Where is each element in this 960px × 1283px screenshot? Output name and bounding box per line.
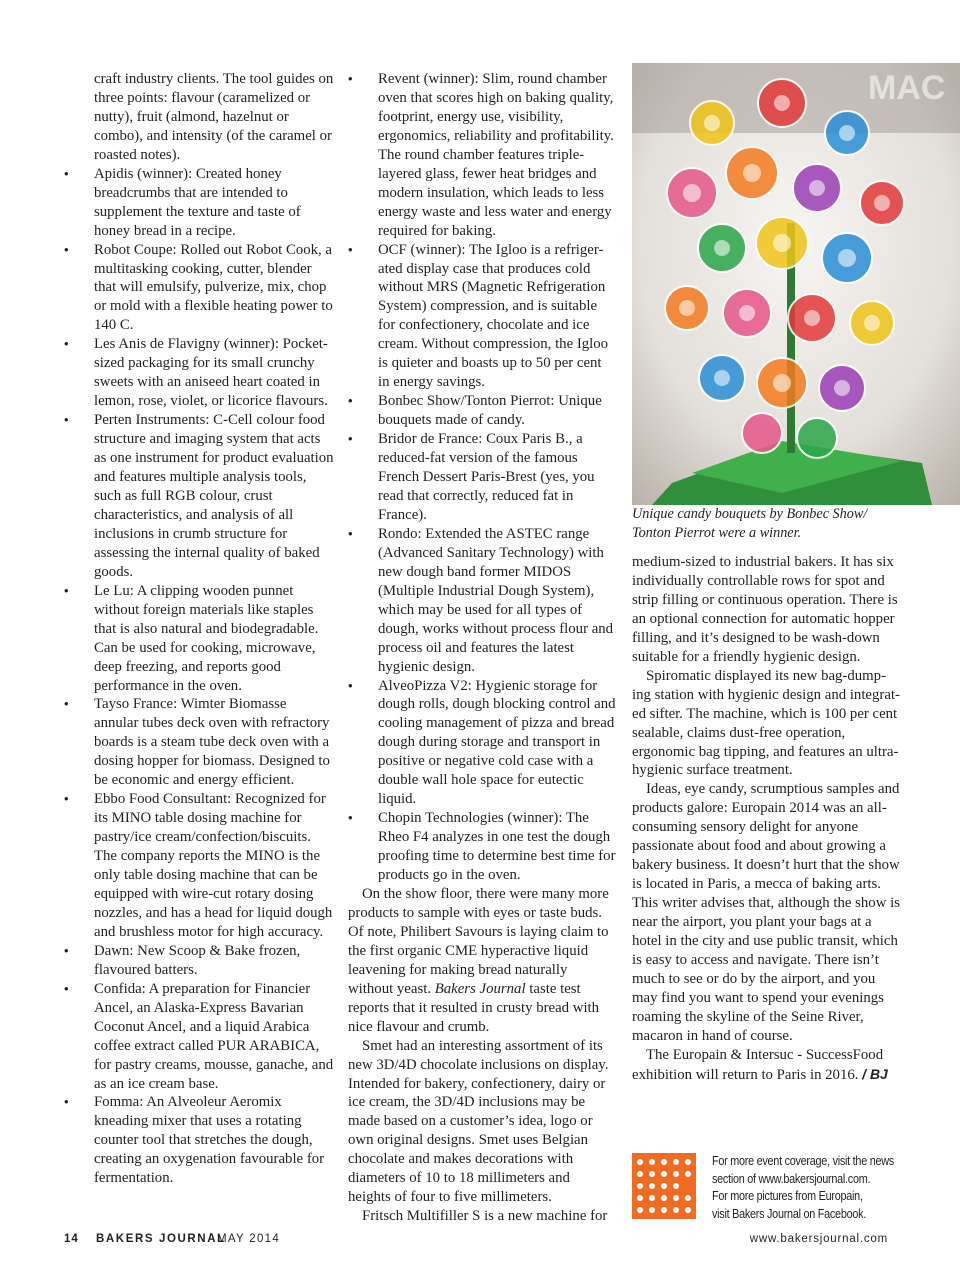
promo-line: visit Bakers Journal on Facebook.	[712, 1206, 867, 1221]
list-item: • Apidis (winner): Created honey breadcrumbs that are intended to supplement the texture and taste of honey bread in a recipe.	[64, 165, 334, 241]
promo-text	[712, 1153, 927, 1223]
list-item: • Le Lu: A clipping wooden punnet without foreign materials like staples that is also natural and biodegradable. Can be used for cooking, microwave, deep freezing, and reports good performance in the oven.	[64, 582, 334, 696]
exhibitor-list	[64, 165, 334, 1188]
paragraph	[632, 1046, 900, 1085]
list-item: • Rondo: Extended the ASTEC range (Advanced Sanitary Technology) with new dough band former MIDOS (Multiple Industrial Dough System), which may be used for all types of dough, works without process flour and process oil and features the latest hygienic design.	[348, 525, 616, 677]
publication-name: Bakers Journal	[434, 980, 526, 997]
website-link[interactable]: www.bakersjournal.com	[749, 1233, 888, 1245]
paragraph-text: On the show floor, there were many more products to sample with eyes or taste buds. Of note, Philibert Savours is laying claim to the first organic CME hyperactive liquid leavening for making bread naturally without yeast.	[348, 885, 609, 997]
article-column-3	[632, 69, 946, 1085]
paragraph: Ideas, eye candy, scrumptious samples and products galore: Europain 2014 was an all-consuming sensory delight for anyone passionate about food and about growing a bakery business. It doesn’t hurt that the show is located in Paris, a mecca of baking arts. This writer advises that, although the show is near the airport, you plant your bags at a hotel in the city and use public transit, which is easy to access and navigate. There isn’t much to see or do by the airport, and you may find you want to spend your evenings roaming the skyline of the Seine River, macaron in hand of course.	[632, 781, 900, 1044]
journal-name: BAKERS JOURNAL	[96, 1233, 226, 1245]
list-item: • Bonbec Show/Tonton Pierrot: Unique bouquets made of candy.	[348, 392, 616, 430]
photo-illustration	[632, 63, 960, 505]
list-item: • Les Anis de Flavigny (winner): Pocket-sized packaging for its small crunchy sweets with an aniseed heart coated in lemon, rose, violet, or licorice flavours.	[64, 335, 334, 411]
photo-caption: Unique candy bouquets by Bonbec Show/ Tonton Pierrot were a winner.	[632, 506, 868, 541]
paragraph: Spiromatic displayed its new bag-dump-ing station with hygienic design and integrat-ed sifter. The machine, which is 100 per cent sealable, claims dust-free operation, ergonomic bag tipping, and features an ultra-hygienic surface treatment.	[632, 667, 900, 779]
paragraph	[348, 885, 616, 1037]
list-item: • Bridor de France: Coux Paris B., a reduced-fat version of the famous French Dessert Paris-Brest (yes, you read that correctly, reduced fat in France).	[348, 430, 616, 525]
promo-line: For more event coverage, visit the news	[712, 1154, 894, 1168]
list-item: • Ebbo Food Consultant: Recognized for its MINO table dosing machine for pastry/ice cream/confection/biscuits. The company reports the MINO is the only table dosing machine that can be equipped with wire-cut rotary dosing nozzles, and has a head for liquid dough and brushless motor for high accuracy.	[64, 790, 334, 942]
booth-sign: MAC	[868, 69, 946, 107]
paragraph-text: taste test reports that it resulted in crusty bread with nice flavour and crumb.	[348, 980, 600, 1035]
list-item: • Robot Coupe: Rolled out Robot Cook, a multitasking cooking, cutter, blender that will emulsify, pulverize, mix, chop or mold with a flexible heating power to 140 C.	[64, 241, 334, 336]
signature: / BJ	[862, 1065, 888, 1082]
paragraph: Smet had an interesting assortment of its new 3D/4D chocolate inclusions on display. Intended for bakery, confectionery, dairy or ice cream, the 3D/4D inclusions may be made based on a customer’s idea, logo or own original designs. Smet uses Belgian chocolate and makes decorations with diameters of 10 to 18 millimeters and heights of four to five millimeters.	[348, 1037, 609, 1206]
list-item: • AlveoPizza V2: Hygienic storage for dough rolls, dough blocking control and cooling management of pizza and bread dough during storage and transport in positive or negative cold case with a double wall hole space for eutectic liquid.	[348, 677, 616, 810]
list-item: • Confida: A preparation for Financier Ancel, an Alaska-Express Bavarian Coconut Ancel, and a liquid Arabica coffee extract called PUR ARABICA, for pastry creams, mousse, ganache, and as an ice cream base.	[64, 980, 334, 1094]
paragraph: craft industry clients. The tool guides on three points: flavour (caramelized or nutty), fruit (almond, hazelnut or combo), and intensity (of the caramel or roasted notes).	[94, 71, 334, 163]
page-number: 14	[64, 1233, 79, 1245]
list-item: • Fomma: An Alveoleur Aeromix kneading mixer that uses a rotating counter tool that stretches the dough, creating an oxygenation favourable for fermentation.	[64, 1093, 334, 1188]
list-item: • Revent (winner): Slim, round chamber oven that scores high on baking quality, footprint, energy use, visibility, ergonomics, reliability and profitability. The round chamber features triple-layered glass, fewer heat bridges and modern insulation, which leads to less energy waste and less water and energy required for baking.	[348, 70, 616, 241]
promo-line: section of www.bakersjournal.com.	[712, 1171, 871, 1186]
paragraph-text: The Europain & Intersuc - SuccessFood exhibition will return to Paris in 2016.	[632, 1046, 884, 1083]
list-item: • Chopin Technologies (winner): The Rheo F4 analyzes in one test the dough proofing time to determine best time for products go in the oven.	[348, 809, 616, 885]
exhibitor-list	[348, 70, 616, 885]
list-item: • Perten Instruments: C-Cell colour food structure and imaging system that acts as one instrument for product evaluation and features multiple analysis tools, such as full RGB colour, crust characteristics, and analysis of all inclusions in crumb structure for assessing the internal quality of baked goods.	[64, 411, 334, 582]
dot-grid-icon	[632, 1153, 696, 1219]
issue-date: / MAY 2014	[208, 1233, 281, 1245]
list-item: • Tayso France: Wimter Biomasse annular tubes deck oven with refractory boards is a steam tube deck oven with a dosing hopper for biomass. Designed to be economic and energy efficient.	[64, 695, 334, 790]
article-column-1	[64, 70, 334, 1188]
paragraph: medium-sized to industrial bakers. It has six individually controllable rows for spot and strip filling or continuous operation. There is an optional connection for automatic hopper filling, and it’s designed to be wash-down suitable for a friendly hygienic design.	[632, 554, 898, 665]
list-item: • Dawn: New Scoop & Bake frozen, flavoured batters.	[64, 942, 334, 980]
list-item: • OCF (winner): The Igloo is a refriger-ated display case that produces cold without MRS (Magnetic Refrigeration System) compression, and is suitable for confectionery, chocolate and ice cream. Without compression, the Igloo is quieter and boasts up to 50 per cent in energy savings.	[348, 241, 616, 393]
promo-line: For more pictures from Europain,	[712, 1189, 863, 1203]
paragraph: Fritsch Multifiller S is a new machine for	[362, 1208, 608, 1225]
promo-box	[632, 1153, 922, 1219]
candy-bouquet-photo	[632, 63, 960, 505]
article-column-2	[348, 70, 616, 1226]
